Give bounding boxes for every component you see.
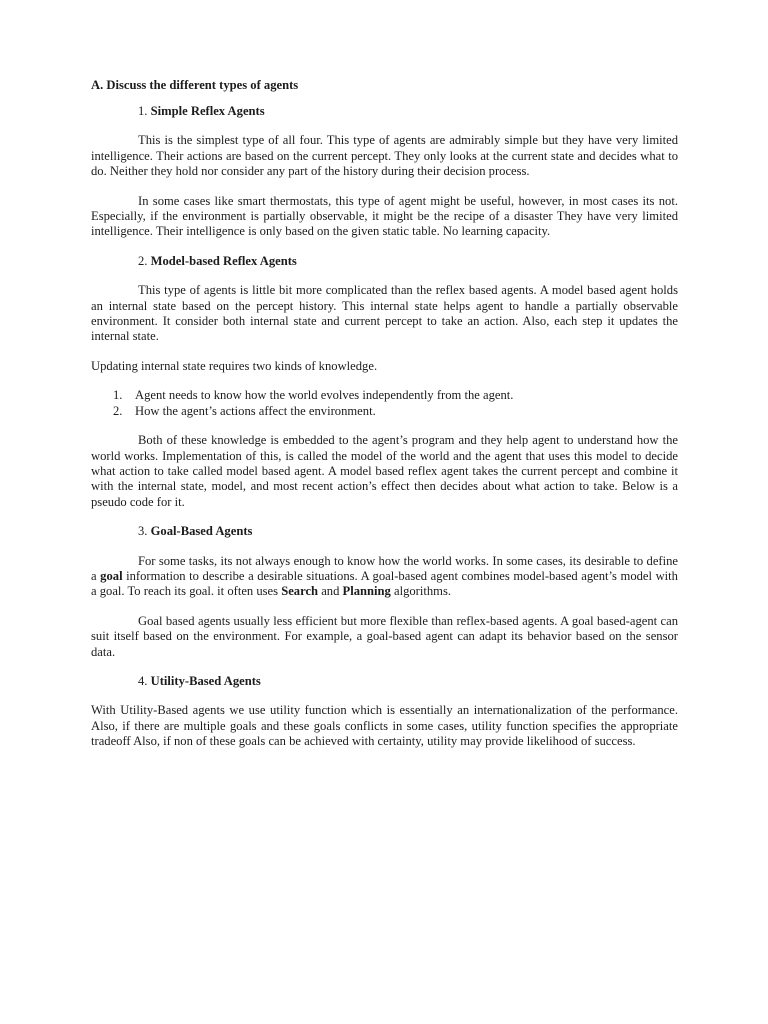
bold-term-goal: goal (100, 568, 123, 583)
section-title: Simple Reflex Agents (150, 104, 265, 118)
list-marker: 1. (113, 388, 123, 403)
list-marker: 2. (113, 403, 123, 418)
paragraph-model-based-1: This type of agents is little bit more complicated than the reflex based agents. A model based agent holds an internal state based on the percept history. This internal state helps agent to handle a partially observable environment. It consider both internal state and current percept to take an action. Also, each step it updates the internal state. (91, 283, 678, 344)
section-heading-goal-based (91, 524, 678, 539)
section-title: Utility-Based Agents (150, 673, 261, 688)
text-run: For some tasks, its not always enough to know how the world works. In some cases, its desirable to define a (91, 553, 678, 583)
list-item (91, 388, 678, 403)
list-item-text: How the agent’s actions affect the environment. (135, 403, 376, 418)
paragraph-utility-based: With Utility-Based agents we use utility function which is essentially an internationalization of the performance. Also, if there are multiple goals and these goals conflicts in some cases, utility function specifies the appropriate tradeoff Also, if non of these goals can be achieved with certainty, utility may provide likelihood of success. (91, 703, 678, 749)
section-title: Goal-Based Agents (150, 524, 253, 539)
document-heading: A. Discuss the different types of agents (91, 78, 299, 92)
section-number: 3. (138, 524, 148, 539)
paragraph-goal-based-2: Goal based agents usually less efficient but more flexible than reflex-based agents. A goal based-agent can suit itself based on the environment. For example, a goal-based agent can adapt its behavior based on the sensor data. (91, 613, 678, 659)
text-run: information to describe a desirable situations. A goal-based agent combines model-based agent’s model with a goal. To reach its goal. it often uses (91, 568, 678, 599)
bold-term-planning: Planning (342, 584, 391, 599)
section-title: Model-based Reflex Agents (150, 253, 297, 268)
paragraph-knowledge-intro: Updating internal state requires two kinds of knowledge. (91, 358, 378, 373)
section-heading-simple-reflex (91, 104, 678, 119)
section-heading-model-based (91, 254, 678, 269)
list-item (91, 404, 678, 419)
paragraph-simple-reflex-2: In some cases like smart thermostats, this type of agent might be useful, however, in most cases its not. Especially, if the environment is partially observable, it might be the recipe of a disaster They have very limited intelligence. Their intelligence is only based on the given static table. No learning capacity. (91, 193, 678, 239)
text-run: algorithms. (390, 584, 452, 599)
list-item-text: Agent needs to know how the world evolves independently from the agent. (135, 388, 514, 403)
document-page (91, 78, 678, 750)
bold-term-search: Search (281, 584, 319, 599)
paragraph-simple-reflex-1: This is the simplest type of all four. This type of agents are admirably simple but they have very limited intelligence. Their actions are based on the current percept. They only looks at the current state and decides what to do. Neither they hold nor consider any part of the history during their decision process. (91, 133, 678, 179)
knowledge-list (91, 388, 678, 419)
section-number: 1. (138, 104, 148, 118)
paragraph-model-based-2: Both of these knowledge is embedded to the agent’s program and they help agent to understand how the world works. Implementation of this, is called the model of the world and the agent that uses this model to decide what action to take called model based agent. A model based reflex agent takes the current percept and combine it with the internal state, model, and most recent action’s effect then decides about what action to take. Below is a pseudo code for it. (91, 433, 678, 509)
section-number: 2. (138, 253, 148, 268)
text-run: and (318, 584, 343, 599)
section-heading-utility-based (91, 674, 678, 689)
paragraph-goal-based-1 (91, 554, 678, 600)
section-number: 4. (138, 673, 148, 688)
